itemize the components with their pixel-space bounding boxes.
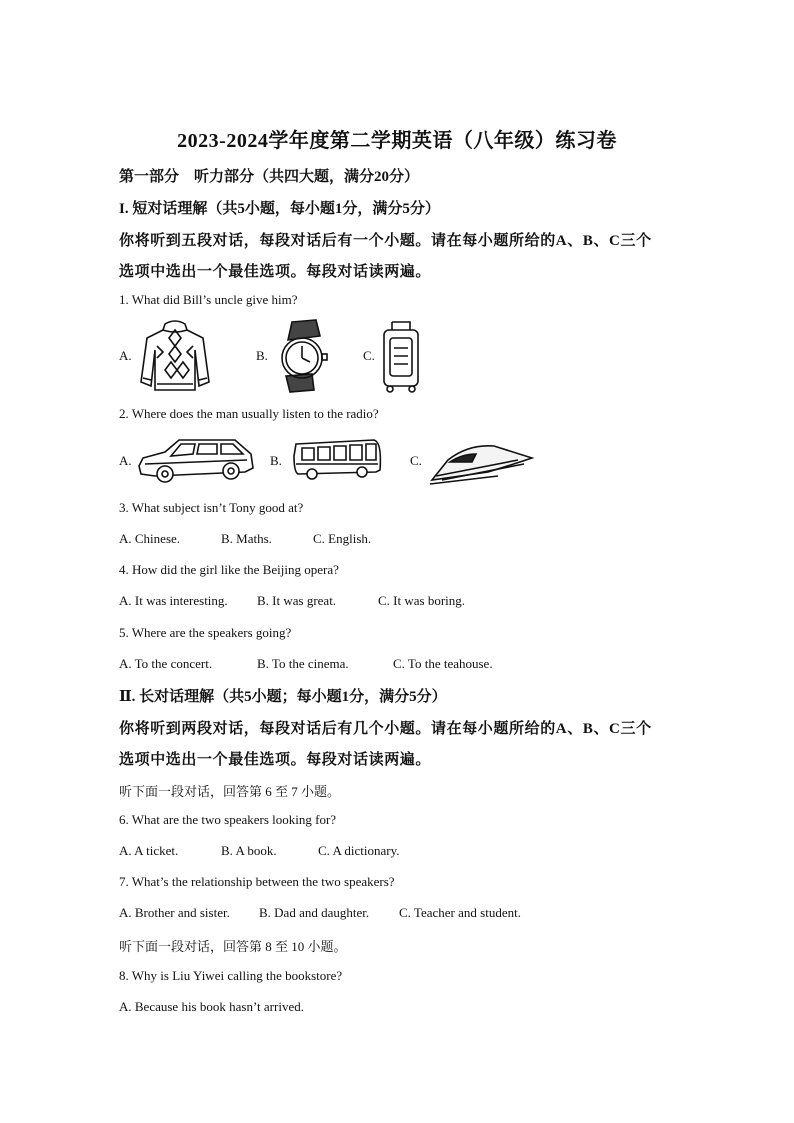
q2-option-c: C.	[410, 453, 422, 468]
section1-instruction-line1: 你将听到五段对话，每段对话后有一个小题。请在每小题所给的A、B、C三个	[119, 233, 652, 249]
question-6: 6. What are the two speakers looking for?	[119, 812, 337, 827]
page-title: 2023-2024学年度第二学期英语（八年级）练习卷	[177, 130, 617, 152]
section1-instruction-line2: 选项中选出一个最佳选项。每段对话读两遍。	[119, 264, 432, 280]
section2-instruction-line1: 你将听到两段对话，每段对话后有几个小题。请在每小题所给的A、B、C三个	[119, 721, 652, 737]
section2-heading: Ⅱ. 长对话理解（共5小题；每小题1分，满分5分）	[119, 689, 447, 705]
question-8: 8. Why is Liu Yiwei calling the bookstore?	[119, 968, 343, 983]
q3-option-b: B. Maths.	[221, 531, 272, 546]
q5-option-b: B. To the cinema.	[257, 656, 349, 671]
question-7: 7. What’s the relationship between the two speakers?	[119, 874, 395, 889]
q2-option-b: B.	[270, 453, 282, 468]
q3-option-a: A. Chinese.	[119, 531, 181, 546]
q5-option-a: A. To the concert.	[119, 656, 213, 671]
question-3: 3. What subject isn’t Tony good at?	[119, 500, 304, 515]
suitcase-icon	[378, 318, 424, 394]
section1-heading: I. 短对话理解（共5小题，每小题1分，满分5分）	[119, 201, 440, 217]
bus-icon	[290, 436, 384, 482]
q6-option-b: B. A book.	[221, 843, 277, 858]
q4-option-b: B. It was great.	[257, 593, 337, 608]
watch-icon	[270, 318, 332, 394]
question-2: 2. Where does the man usually listen to the radio?	[119, 406, 379, 421]
part-heading: 第一部分 听力部分（共四大题，满分20分）	[119, 169, 420, 185]
q1-option-b: B.	[256, 348, 268, 363]
train-icon	[428, 436, 536, 486]
section2-instruction-line2: 选项中选出一个最佳选项。每段对话读两遍。	[119, 752, 432, 768]
q7-option-b: B. Dad and daughter.	[259, 905, 370, 920]
question-4: 4. How did the girl like the Beijing opera?	[119, 562, 339, 577]
dialogue-lead-6-7: 听下面一段对话，回答第 6 至 7 小题。	[119, 784, 341, 799]
q1-option-a: A.	[119, 348, 132, 363]
q6-option-c: C. A dictionary.	[318, 843, 400, 858]
car-icon	[135, 434, 257, 486]
q2-option-a: A.	[119, 453, 132, 468]
q8-option-a: A. Because his book hasn’t arrived.	[119, 999, 304, 1014]
q7-option-a: A. Brother and sister.	[119, 905, 230, 920]
q4-option-a: A. It was interesting.	[119, 593, 228, 608]
q1-option-c: C.	[363, 348, 375, 363]
question-1: 1. What did Bill’s uncle give him?	[119, 292, 298, 307]
q7-option-c: C. Teacher and student.	[399, 905, 521, 920]
question-5: 5. Where are the speakers going?	[119, 625, 292, 640]
q3-option-c: C. English.	[313, 531, 372, 546]
sweater-icon	[135, 316, 215, 396]
q6-option-a: A. A ticket.	[119, 843, 179, 858]
q5-option-c: C. To the teahouse.	[393, 656, 493, 671]
dialogue-lead-8-10: 听下面一段对话，回答第 8 至 10 小题。	[119, 939, 347, 954]
q4-option-c: C. It was boring.	[378, 593, 466, 608]
